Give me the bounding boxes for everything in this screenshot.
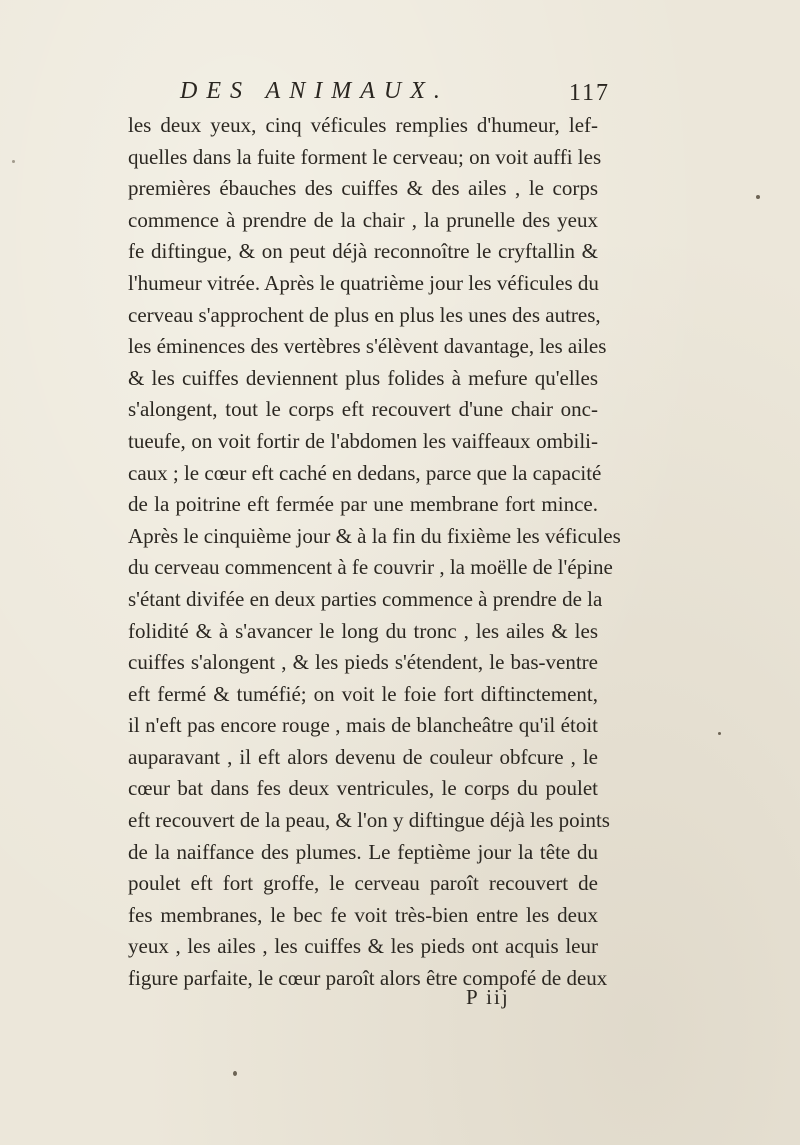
text-line: figure parfaite, le cœur paroît alors être compofé de deux (128, 966, 608, 991)
ink-speck (233, 1071, 237, 1076)
text-line: poulet eft fort groffe, le cerveau paroît recouvert de (128, 871, 598, 896)
text-line: cœur bat dans fes deux ventricules, le corps du poulet (128, 776, 598, 801)
text-line: tueufe, on voit fortir de l'abdomen les vaiffeaux ombili- (128, 428, 598, 453)
text-line: les deux yeux, cinq véficules remplies d'humeur, lef- (128, 113, 598, 137)
text-line: commence à prendre de la chair , la prunelle des yeux (128, 207, 598, 232)
page-number: 117 (568, 80, 610, 106)
text-line: fe diftingue, & on peut déjà reconnoître le cryftallin & (128, 239, 598, 264)
text-line: yeux , les ailes , les cuiffes & les pieds ont acquis leur (128, 934, 598, 959)
text-line: eft fermé & tuméfié; on voit le foie fort diftinctement, (128, 681, 598, 706)
ink-speck (756, 195, 760, 199)
text-line: les éminences des vertèbres s'élèvent davantage, les ailes (128, 334, 607, 359)
text-line: eft recouvert de la peau, & l'on y diftingue déjà les points (128, 808, 610, 833)
text-line: s'alongent, tout le corps eft recouvert d'une chair onc- (128, 397, 598, 422)
text-line: premières ébauches des cuiffes & des ailes , le corps (128, 176, 598, 201)
text-line: s'étant divifée en deux parties commence à prendre de la (128, 586, 603, 611)
text-line: il n'eft pas encore rouge , mais de blancheâtre qu'il étoit (128, 713, 598, 738)
text-line: auparavant , il eft alors devenu de couleur obfcure , le (128, 744, 598, 769)
text-line: Après le cinquième jour & à la fin du fixième les véficules (128, 523, 621, 548)
text-line: du cerveau commencent à fe couvrir , la moëlle de l'épine (128, 555, 613, 580)
ink-speck (12, 160, 15, 163)
text-line: de la naiffance des plumes. Le feptième jour la tête du (128, 839, 598, 864)
text-line: cuiffes s'alongent , & les pieds s'étendent, le bas-ventre (128, 650, 598, 675)
text-line: folidité & à s'avancer le long du tronc , les ailes & les (128, 618, 598, 643)
text-line: & les cuiffes deviennent plus folides à mefure qu'elles (128, 365, 598, 390)
text-line: cerveau s'approchent de plus en plus les unes des autres, (128, 302, 601, 327)
signature-mark: P iij (466, 985, 510, 1009)
text-line: de la poitrine eft fermée par une membrane fort mince. (128, 492, 598, 517)
text-line: quelles dans la fuite forment le cerveau; on voit auffi les (128, 144, 602, 169)
text-line: fes membranes, le bec fe voit très-bien entre les deux (128, 902, 598, 927)
body-text (128, 110, 621, 995)
ink-speck (718, 732, 721, 735)
text-line: l'humeur vitrée. Après le quatrième jour les véficules du (128, 270, 599, 295)
page-header (180, 78, 610, 108)
running-head: DES ANIMAUX. (180, 78, 449, 104)
text-line: caux ; le cœur eft caché en dedans, parce que la capacité (128, 460, 602, 485)
